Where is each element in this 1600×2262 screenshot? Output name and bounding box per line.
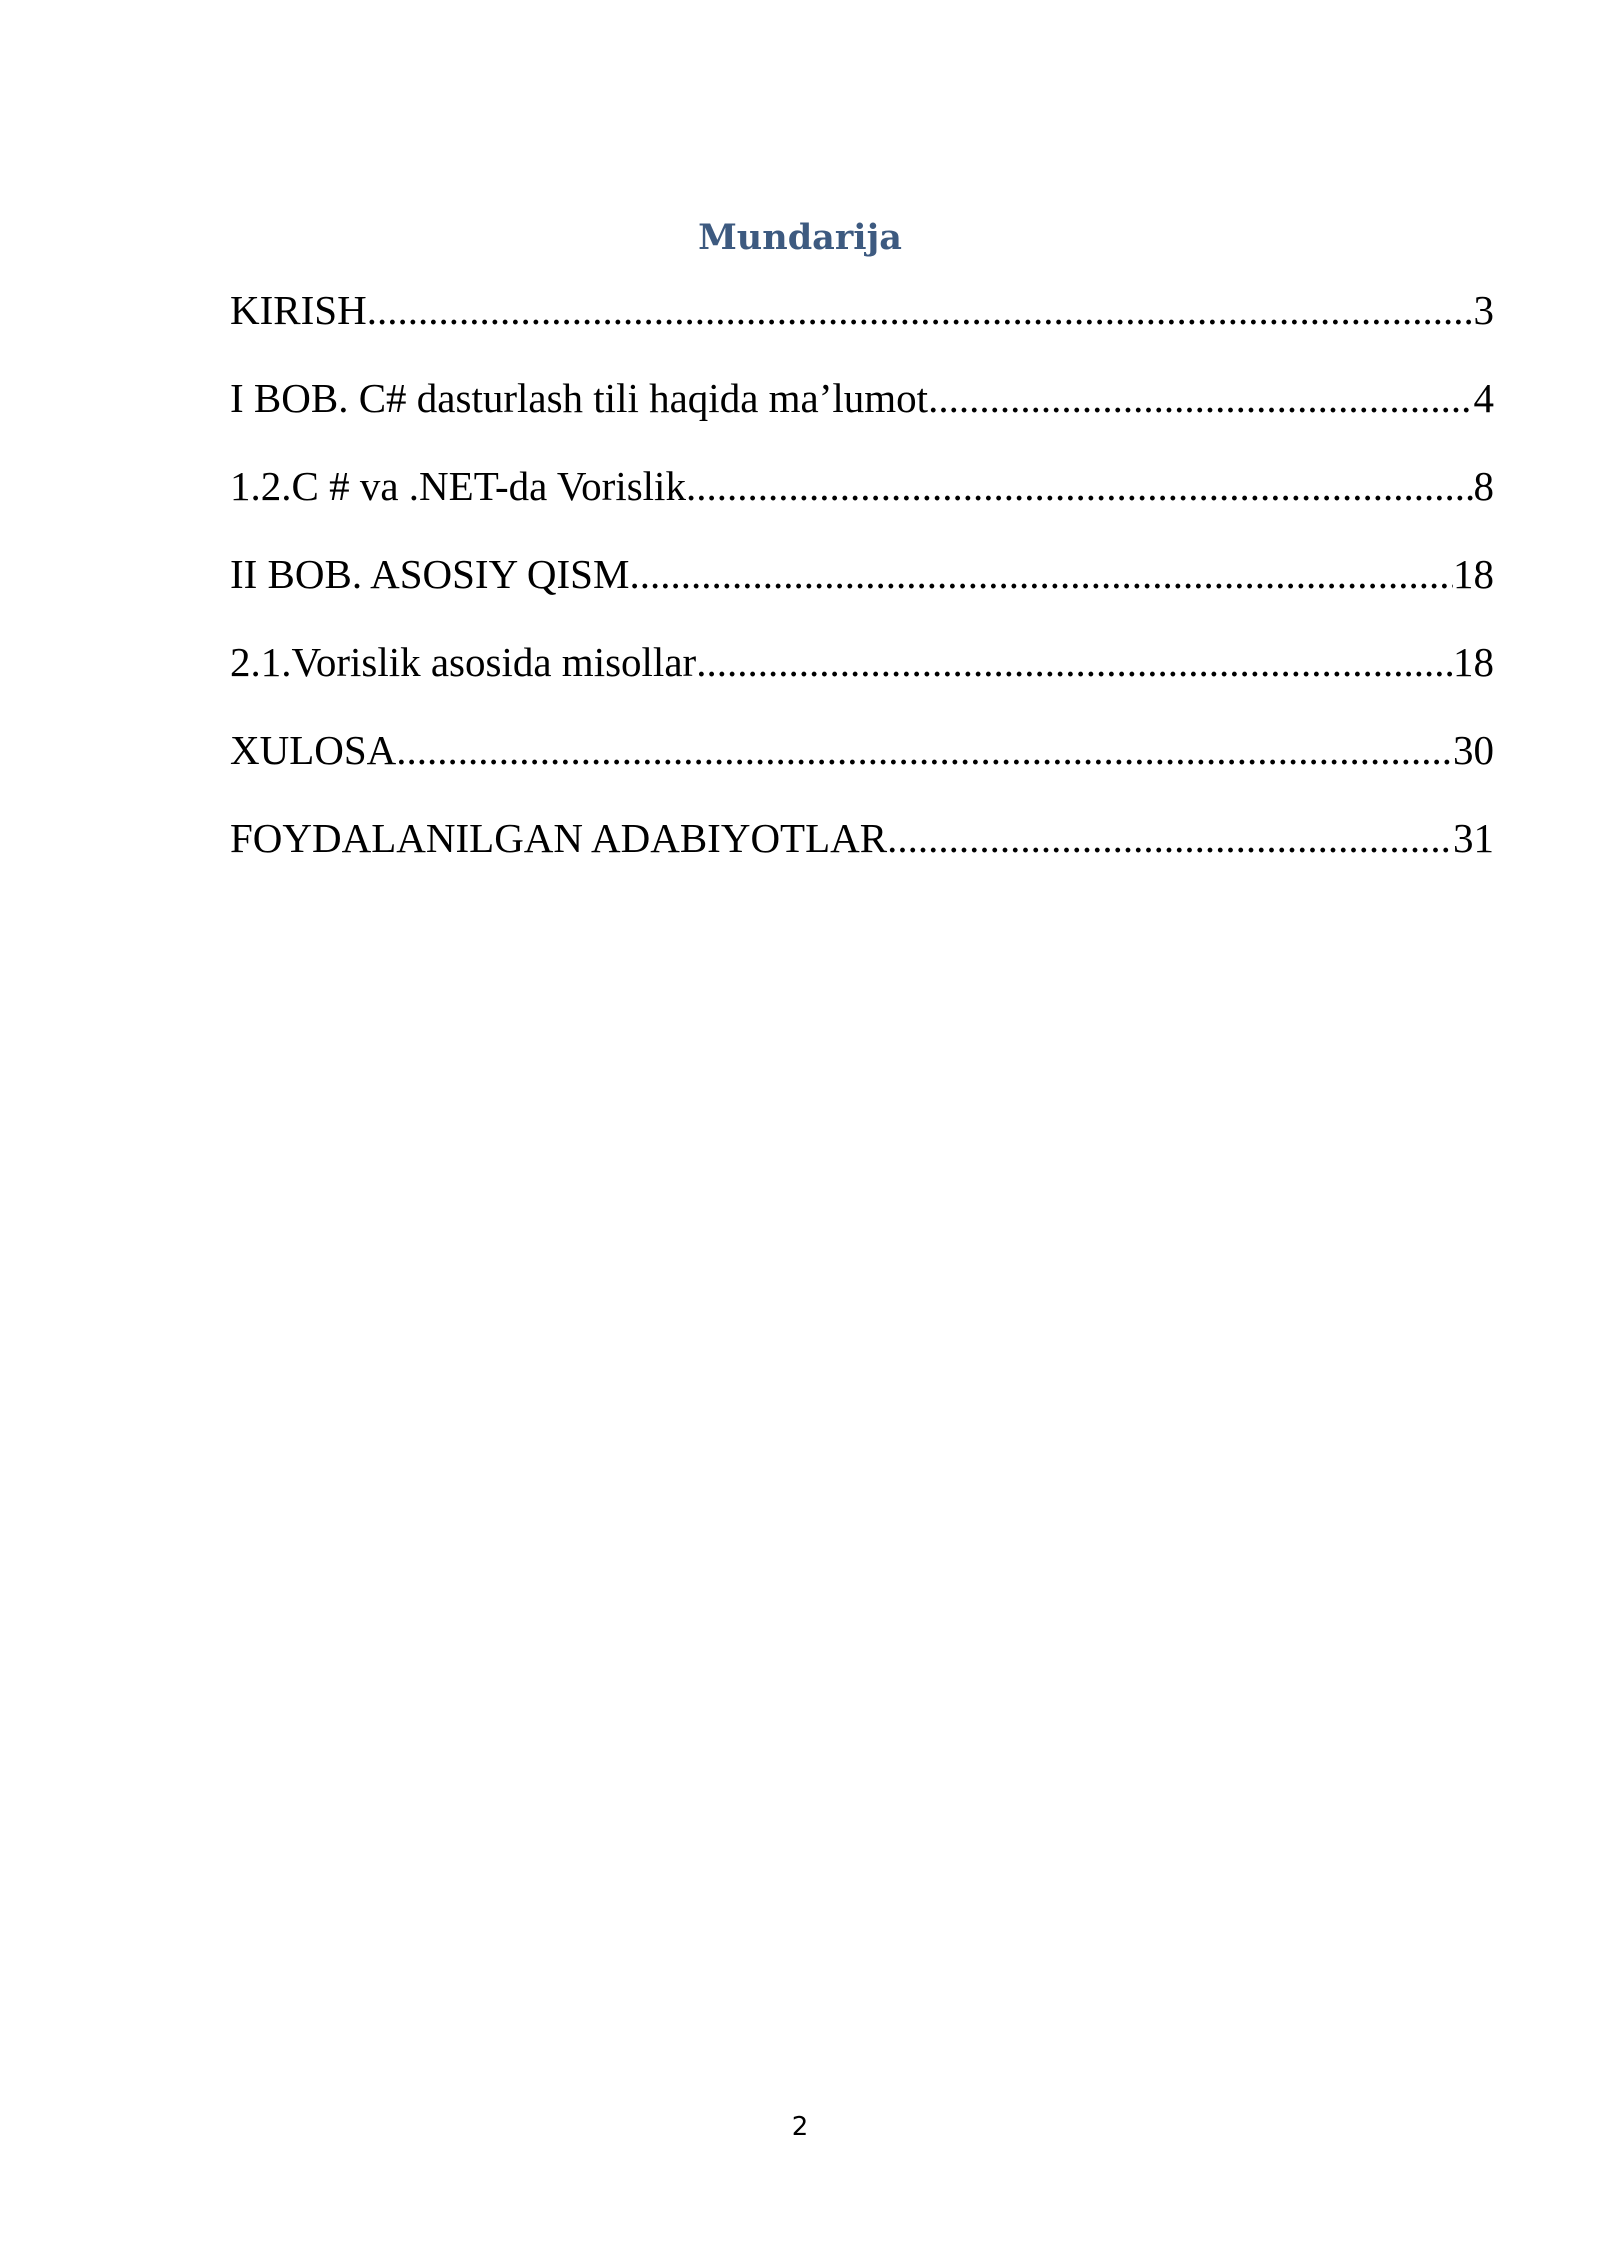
toc-dot-leader xyxy=(928,368,1473,428)
toc-entry-page: 3 xyxy=(1473,287,1494,333)
toc-title: Mundarija xyxy=(698,217,902,258)
toc-dot-leader xyxy=(629,544,1453,604)
toc-entry-page: 31 xyxy=(1453,815,1494,861)
toc-entry-page: 18 xyxy=(1453,551,1494,597)
toc-entry-page: 18 xyxy=(1453,639,1494,685)
table-of-contents xyxy=(230,280,1494,896)
toc-entry-label: II BOB. ASOSIY QISM xyxy=(230,551,630,597)
toc-entry-label: I BOB. C# dasturlash tili haqida ma’lumot xyxy=(230,375,929,421)
toc-entry-label: KIRISH xyxy=(230,287,367,333)
toc-entry-label: 2.1.Vorislik asosida misollar xyxy=(230,639,697,685)
toc-dot-leader xyxy=(367,280,1474,340)
toc-entry xyxy=(230,456,1494,544)
toc-entry xyxy=(230,544,1494,632)
toc-entry-label: XULOSA xyxy=(230,727,397,773)
toc-entry xyxy=(230,368,1494,456)
toc-entry-label: FOYDALANILGAN ADABIYOTLAR xyxy=(230,815,888,861)
toc-entry-label: 1.2.C # va .NET-da Vorislik xyxy=(230,463,686,509)
toc-dot-leader xyxy=(696,632,1453,692)
toc-entry-page: 4 xyxy=(1473,375,1494,421)
toc-entry xyxy=(230,280,1494,368)
page-number: 2 xyxy=(791,2112,809,2142)
toc-entry xyxy=(230,808,1494,896)
toc-entry xyxy=(230,720,1494,808)
toc-entry-page: 8 xyxy=(1473,463,1494,509)
toc-dot-leader xyxy=(887,808,1453,868)
toc-dot-leader xyxy=(686,456,1474,516)
toc-entry xyxy=(230,632,1494,720)
toc-dot-leader xyxy=(396,720,1453,780)
toc-entry-page: 30 xyxy=(1453,727,1494,773)
